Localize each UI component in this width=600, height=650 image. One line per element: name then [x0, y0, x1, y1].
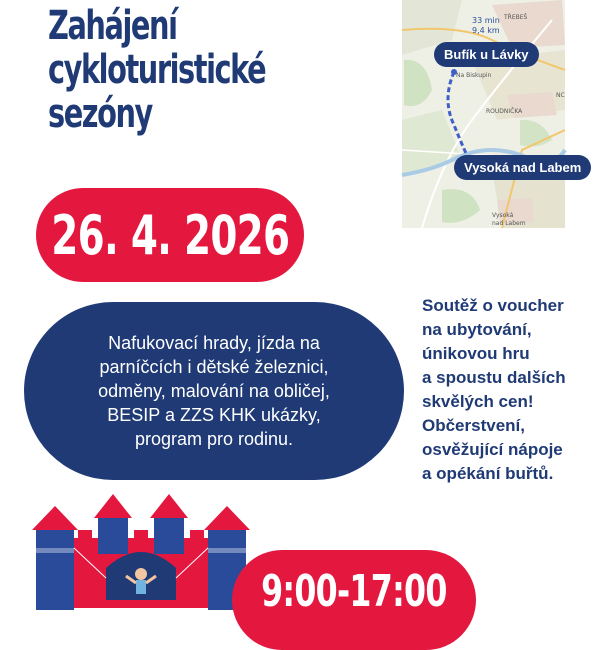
route-distance: 9,4 km — [472, 26, 500, 35]
prizes-and-refreshments-text — [422, 294, 598, 486]
map-start-label: Bufík u Lávky — [444, 47, 529, 62]
info-line: odměny, malování na obličej, — [98, 381, 330, 401]
side-line: skvělých cen! — [422, 392, 534, 411]
title-line-1: Zahájení — [48, 3, 177, 49]
side-line: a opékání buřtů. — [422, 464, 554, 483]
route-time: 33 min — [472, 16, 500, 25]
route-info — [472, 16, 500, 36]
side-line: Soutěž o voucher — [422, 296, 564, 315]
event-time: 9:00-17:00 — [261, 566, 447, 617]
info-line: Nafukovací hrady, jízda na — [108, 333, 320, 353]
title-line-2: cykloturistické — [48, 47, 266, 93]
map-place-label: Vysoká — [492, 212, 514, 219]
info-line: parníčcích i dětské železnici, — [99, 357, 329, 377]
side-line: a spoustu dalších — [422, 368, 566, 387]
program-info-text — [98, 331, 330, 451]
program-info-badge — [24, 302, 404, 480]
map-end-callout — [454, 155, 591, 180]
map-start-callout — [434, 42, 539, 67]
bouncy-castle-icon — [26, 488, 256, 600]
map-place-label: nad Labem — [492, 220, 526, 227]
title-line-3: sezóny — [48, 91, 152, 137]
map-place-label: Na Biskupin — [456, 72, 492, 79]
side-line: na ubytování, — [422, 320, 532, 339]
map-place-label: TŘEBEŠ — [504, 14, 528, 21]
side-line: osvěžující nápoje — [422, 440, 563, 459]
map-end-label: Vysoká nad Labem — [464, 160, 582, 175]
side-line: Občerstvení, — [422, 416, 525, 435]
map-place-label: ROUDNIČKA — [486, 108, 523, 115]
route-map — [386, 0, 565, 228]
event-title — [48, 4, 286, 136]
map-place-label: NC — [556, 92, 565, 99]
time-badge — [232, 550, 476, 650]
side-line: únikovou hru — [422, 344, 530, 363]
event-date: 26. 4. 2026 — [50, 203, 290, 267]
info-line: program pro rodinu. — [134, 429, 294, 449]
info-line: BESIP a ZZS KHK ukázky, — [107, 405, 321, 425]
date-badge — [36, 188, 304, 282]
map-route-label-strip — [386, 0, 402, 228]
